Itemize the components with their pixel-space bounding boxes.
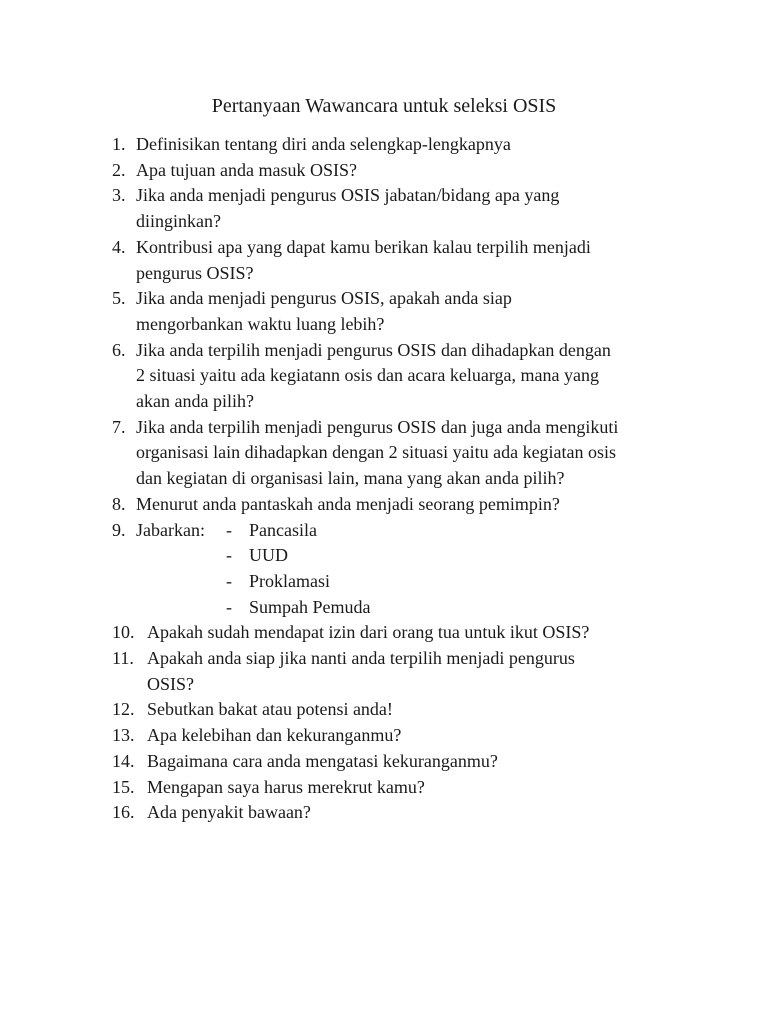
question-item xyxy=(112,697,672,723)
question-text xyxy=(136,415,672,492)
question-line: Mengapan saya harus merekrut kamu? xyxy=(147,776,425,797)
question-line: Sebutkan bakat atau potensi anda! xyxy=(147,699,393,720)
question-text xyxy=(136,158,672,184)
question-text xyxy=(136,286,672,337)
question-text xyxy=(147,775,672,801)
question-item xyxy=(112,492,672,518)
jabarkan-label: Jabarkan: xyxy=(136,519,205,540)
question-line: Ada penyakit bawaan? xyxy=(147,802,311,823)
question-line: Jika anda terpilih menjadi pengurus OSIS dan juga anda mengikuti xyxy=(136,416,619,437)
question-jabarkan xyxy=(112,518,672,621)
question-line: akan anda pilih? xyxy=(136,391,254,412)
question-line: diinginkan? xyxy=(136,211,221,232)
question-number: 13. xyxy=(112,725,135,746)
question-line: mengorbankan waktu luang lebih? xyxy=(136,313,385,334)
question-number: 6. xyxy=(112,339,126,360)
question-text xyxy=(136,183,672,234)
question-line: Bagaimana cara anda mengatasi kekuranganmu? xyxy=(147,750,498,771)
question-line: Definisikan tentang diri anda selengkap-lengkapnya xyxy=(136,134,511,154)
question-item xyxy=(112,338,672,415)
question-group-tail xyxy=(112,620,672,826)
question-text xyxy=(147,723,672,749)
question-number: 7. xyxy=(112,416,126,437)
question-number: 14. xyxy=(112,750,135,771)
question-number: 16. xyxy=(112,802,135,823)
question-item xyxy=(112,183,672,234)
jabarkan-row xyxy=(136,518,672,544)
question-text xyxy=(147,646,672,697)
jabarkan-item: Proklamasi xyxy=(249,570,330,591)
question-text xyxy=(136,235,672,286)
question-group-head xyxy=(112,132,672,518)
question-line: Jika anda terpilih menjadi pengurus OSIS dan dihadapkan dengan xyxy=(136,339,611,360)
question-item xyxy=(112,415,672,492)
question-text xyxy=(136,492,672,518)
question-text xyxy=(136,338,672,415)
question-number: 5. xyxy=(112,288,126,309)
question-number: 8. xyxy=(112,493,126,514)
jabarkan-block xyxy=(136,518,672,621)
question-number: 12. xyxy=(112,699,135,720)
question-line: Jika anda menjadi pengurus OSIS, apakah anda siap xyxy=(136,288,512,309)
jabarkan-row xyxy=(136,569,672,595)
question-item xyxy=(112,620,672,646)
question-text xyxy=(147,749,672,775)
document-title: Pertanyaan Wawancara untuk seleksi OSIS xyxy=(211,95,557,117)
question-number: 4. xyxy=(112,236,126,257)
bullet-dash: - xyxy=(226,519,232,540)
jabarkan-row xyxy=(136,595,672,621)
question-item xyxy=(112,646,672,697)
question-number: 11. xyxy=(112,648,134,669)
question-line: Apakah sudah mendapat izin dari orang tua untuk ikut OSIS? xyxy=(147,622,590,643)
question-item xyxy=(112,235,672,286)
jabarkan-item: UUD xyxy=(249,545,288,566)
question-line: Kontribusi apa yang dapat kamu berikan kalau terpilih menjadi xyxy=(136,236,591,257)
question-text xyxy=(136,132,672,158)
question-text xyxy=(147,697,672,723)
question-number: 2. xyxy=(112,159,126,180)
question-item xyxy=(112,132,672,158)
question-text xyxy=(147,800,672,826)
question-line: 2 situasi yaitu ada kegiatann osis dan acara keluarga, mana yang xyxy=(136,365,599,386)
question-item xyxy=(112,286,672,337)
question-item xyxy=(112,800,672,826)
question-item xyxy=(112,723,672,749)
bullet-dash: - xyxy=(226,596,232,617)
question-line: OSIS? xyxy=(147,673,195,694)
question-line: Jika anda menjadi pengurus OSIS jabatan/bidang apa yang xyxy=(136,185,560,206)
question-number: 15. xyxy=(112,776,135,797)
question-number: 1. xyxy=(112,134,126,154)
question-item xyxy=(112,775,672,801)
question-line: organisasi lain dihadapkan dengan 2 situasi yaitu ada kegiatan osis xyxy=(136,442,617,463)
question-list xyxy=(112,132,672,826)
question-line: Apakah anda siap jika nanti anda terpilih menjadi pengurus xyxy=(147,648,575,669)
question-line: pengurus OSIS? xyxy=(136,262,254,283)
bullet-dash: - xyxy=(226,545,232,566)
jabarkan-item: Sumpah Pemuda xyxy=(249,596,371,617)
question-number: 3. xyxy=(112,185,126,206)
question-line: Apa tujuan anda masuk OSIS? xyxy=(136,159,357,180)
question-item xyxy=(112,749,672,775)
question-item xyxy=(112,158,672,184)
jabarkan-row xyxy=(136,543,672,569)
question-line: dan kegiatan di organisasi lain, mana yang akan anda pilih? xyxy=(136,468,565,489)
question-number: 10. xyxy=(112,622,135,643)
bullet-dash: - xyxy=(226,570,232,591)
question-number: 9. xyxy=(112,519,126,540)
question-line: Menurut anda pantaskah anda menjadi seorang pemimpin? xyxy=(136,493,560,514)
question-line: Apa kelebihan dan kekuranganmu? xyxy=(147,725,402,746)
jabarkan-item: Pancasila xyxy=(249,519,317,540)
question-text xyxy=(147,620,672,646)
